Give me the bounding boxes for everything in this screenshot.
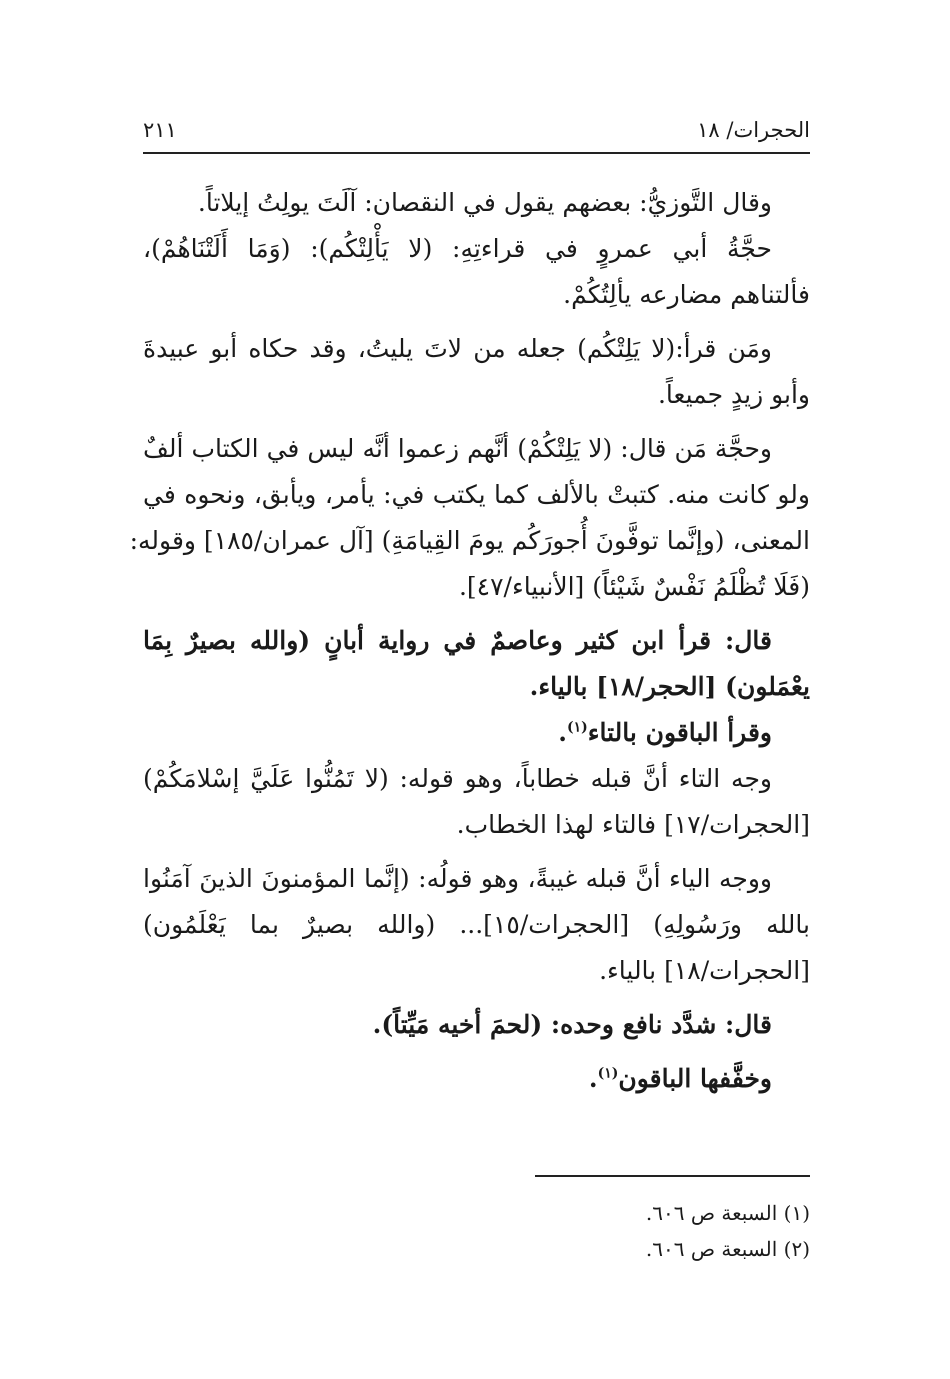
main-text (129, 180, 811, 1102)
text-line: ومَن قرأ:(لا يَلِتْكُم) جعله من لاتَ يليتُ، وقد حكاه أبو عبيدةَ (143, 334, 772, 363)
footnote-marker: (١) (597, 1065, 619, 1082)
text-line: قال: قرأ ابن كثير وعاصمٌ في رواية أبانٍ (والله بصيرٌ بِمَا (143, 626, 772, 655)
text-line (143, 1056, 810, 1102)
text-fragment: . (588, 1064, 598, 1093)
text-line: وقال التَّوزيُّ: بعضهم يقول في النقصان: آلَتَ يولِتُ إيلاتاً. (197, 188, 772, 217)
text-line: قال: شدَّد نافع وحده: (لحمَ أخيه مَيِّتاً). (372, 1010, 772, 1039)
page-header (143, 112, 810, 148)
text-line: بالله ورَسُولِهِ) [الحجرات/١٥]... (والله بصيرٌ بما يَعْلَمُون) (143, 910, 811, 939)
text-line: وأبو زيدٍ جميعاً. (657, 380, 810, 409)
text-line: وحجَّة مَن قال: (لا يَلِتْكُمْ) أنَّهم زعموا أنَّه ليس في الكتاب ألفٌ (143, 434, 772, 463)
text-line (143, 710, 810, 756)
page-number: ٢١١ (143, 118, 177, 142)
text-line: [الحجرات/١٧] فالتاء لهذا الخطاب. (456, 810, 810, 839)
text-fragment: وخفَّفها الباقون (618, 1064, 772, 1093)
footnotes (143, 1195, 810, 1267)
footnote: (١) السبعة ص ٦٠٦. (645, 1201, 810, 1225)
text-line: ولو كانت منه. كتبتْ بالألف كما يكتب في: يأمر، ويأبق، ونحوه في (143, 480, 810, 509)
footnote: (٢) السبعة ص ٦٠٦. (645, 1237, 810, 1261)
footnote-marker: (١) (566, 719, 588, 736)
text-line: المعنى، (وإنَّما توفَّونَ أُجورَكُم يومَ القِيامَةِ) [آل عمران/١٨٥] وقوله: (129, 526, 810, 555)
text-fragment: وقرأ الباقون بالتاء (587, 718, 772, 747)
header-rule (143, 152, 810, 154)
text-line: ووجه الياء أنَّ قبله غيبةً، وهو قولُه: (إنَّما المؤمنونَ الذينَ آمَنُوا (143, 864, 772, 893)
footnote-rule (535, 1175, 810, 1177)
text-line: (فَلَا تُظْلَمُ نَفْسٌ شَيْئاً) [الأنبياء/٤٧]. (458, 572, 810, 601)
text-fragment: . (558, 718, 567, 747)
text-line: حجَّةُ أبي عمروٍ في قراءتِهِ: (لا يَأْلِتْكُم): (وَمَا أَلَتْنَاهُمْ)، (143, 234, 772, 263)
text-line: فألتناهم مضارعه يألِتُكُمْ. (563, 280, 810, 309)
text-line: وجه التاء أنَّ قبله خطاباً، وهو قوله: (لا تَمُنُّوا عَلَيَّ إسْلامَكُمْ) (143, 764, 772, 793)
text-line: [الحجرات/١٨] بالياء. (599, 956, 810, 985)
text-line: يعْمَلون) [الحجر/١٨] بالياء. (529, 672, 810, 701)
running-title: الحجرات/ ١٨ (697, 118, 810, 142)
